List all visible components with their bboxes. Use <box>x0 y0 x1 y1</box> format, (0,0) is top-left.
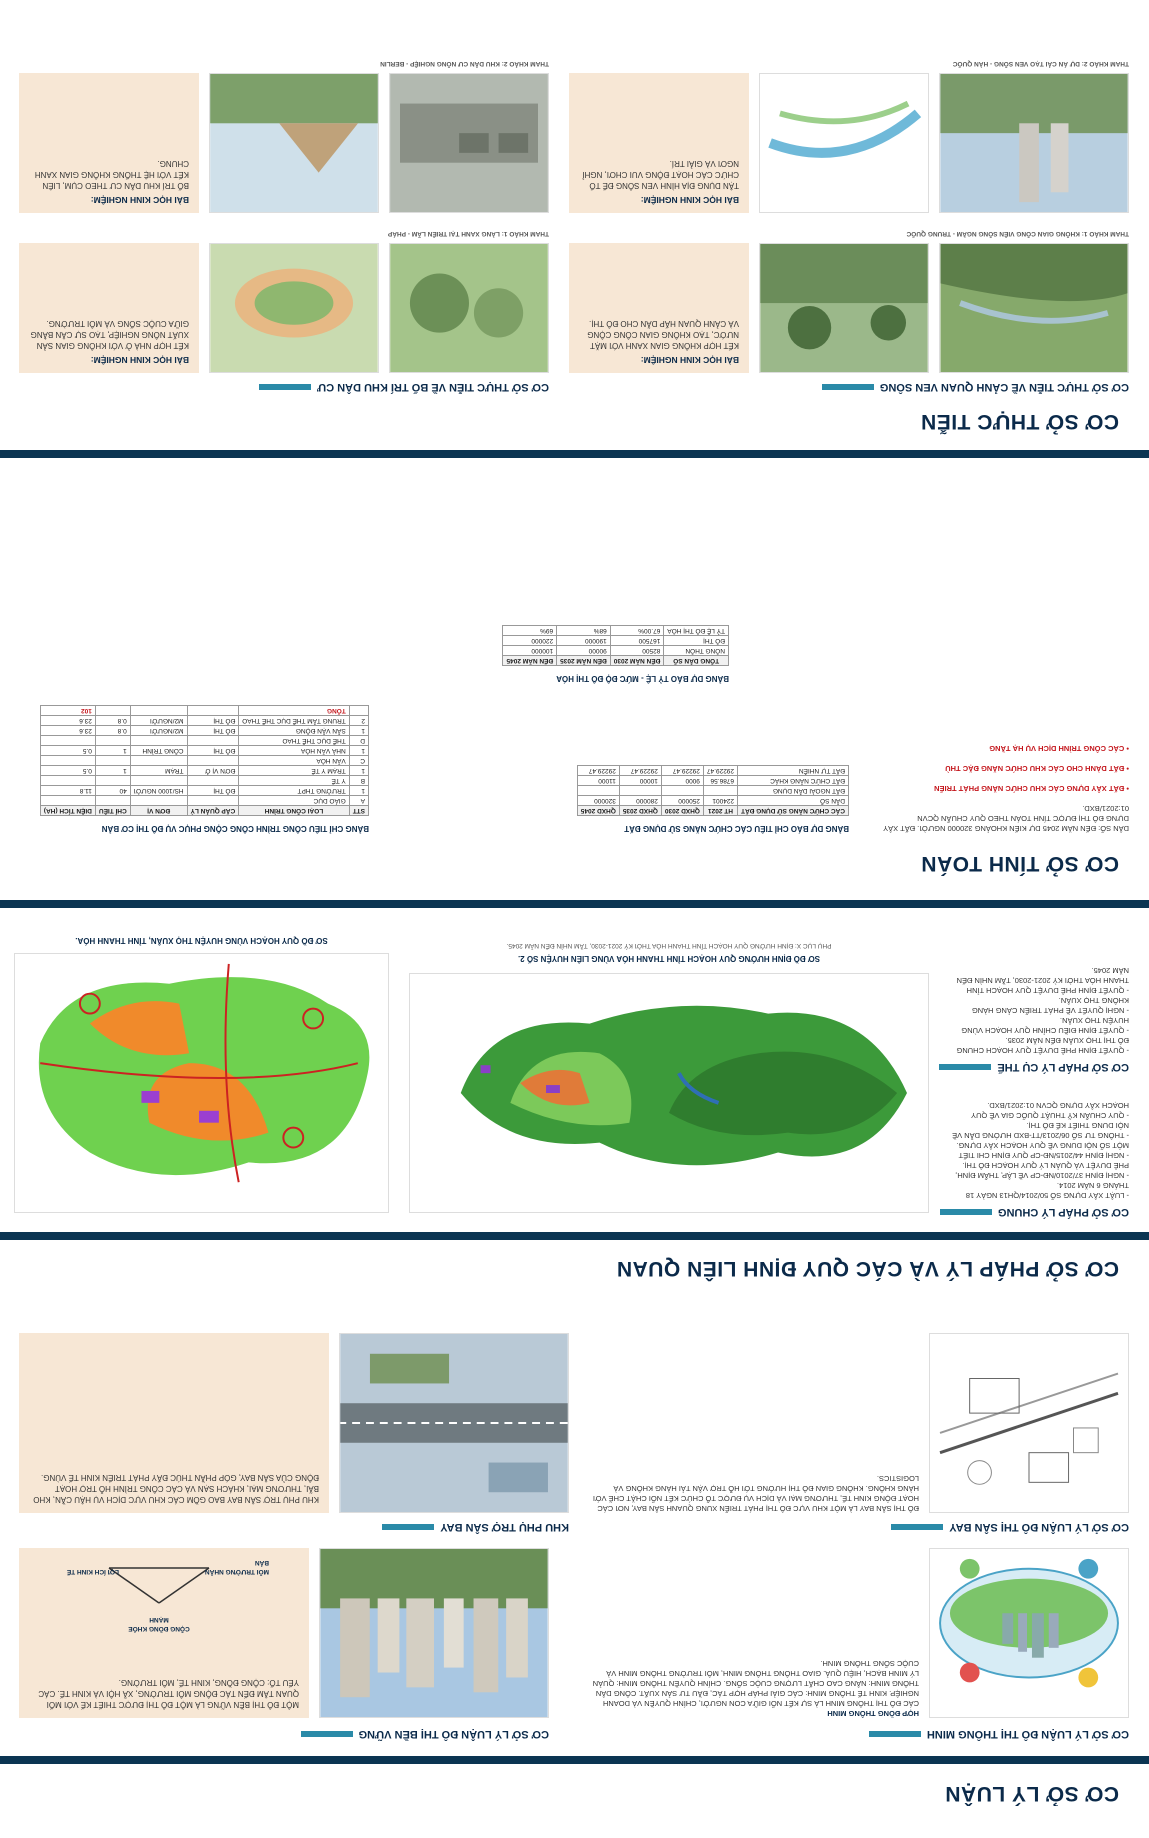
ref3-caption: THAM KHẢO 1: LÀNG XANH TẠI TRIỂN LÃM - PHÁP <box>387 230 549 237</box>
table-row: TỶ LỆ ĐÔ THỊ HÓA 67.00% 68% 69% <box>503 626 729 636</box>
section-rule <box>0 1232 1149 1240</box>
residential-photo-4 <box>209 73 379 213</box>
map1-title: SƠ ĐỒ ĐỊNH HƯỚNG QUY HOẠCH TỈNH THANH HÓA VÙNG LIÊN HUYỆN SỐ 2. <box>517 954 821 963</box>
section-title-tinh-toan <box>911 838 1129 888</box>
table-row: DÂN SỐ 224001 250000 280000 320000 <box>577 796 848 806</box>
table-row: ĐẤT CHỨC NĂNG KHÁC 6786.56 9000 10000 11000 <box>577 776 848 786</box>
river-lesson-box-1: BÀI HỌC KINH NGHIỆM: KẾT HỢP KHÔNG GIAN XANH VỚI MẶT NƯỚC, TẠO KHÔNG GIAN CÔNG CỘNG VÀ CẢNH QUAN HẤP DẪN CHO ĐÔ THỊ. <box>569 243 749 373</box>
section-rule <box>0 900 1149 908</box>
sub-title-phap-ly-chung: CƠ SỞ PHÁP LÝ CHUNG <box>940 1206 1129 1218</box>
table-row: NÔNG THÔN 82500 90000 100000 <box>503 646 729 656</box>
airport-aerial-photo <box>339 1333 569 1513</box>
section-title-ly-luan <box>935 1768 1129 1818</box>
smart-city-illustration <box>929 1548 1129 1718</box>
table-row: 1 TRƯỜNG THPT ĐÔ THỊ HS/1000 NGƯỜI 40 11.8 <box>40 786 368 796</box>
sustainable-city-photo <box>319 1548 549 1718</box>
riverside-park-photo-2 <box>759 243 929 373</box>
table2-title: BẢNG DỰ BÁO TỶ LỆ - MỨC ĐỘ ĐÔ THỊ HÓA <box>556 674 729 683</box>
residential-photo-1 <box>389 243 549 373</box>
sustainable-city-box: MỘT ĐÔ THỊ BỀN VỮNG LÀ MỘT ĐÔ THỊ ĐƯỢC THIẾT KẾ VỚI MỐI QUAN TÂM ĐẾN TÁC ĐỘNG MÔI TRƯỜNG, XÃ HỘI VÀ KINH TẾ. CÁC YẾU TỐ: CỘNG ĐỒNG, KINH TẾ, MÔI TRƯỜNG. <box>19 1548 309 1718</box>
sub-title-phap-ly-cu-the: CƠ SỞ PHÁP LÝ CỤ THỂ <box>939 1061 1129 1073</box>
table1-title: BẢNG DỰ BÁO CHỈ TIÊU CÁC CHỨC NĂNG SỬ DỤNG ĐẤT <box>624 824 849 833</box>
table-chuc-nang-su-dung-dat: CÁC CHỨC NĂNG SỬ DỤNG ĐẤT HT 2021 QHXD 2030 QHXD 2035 QHXD 2045 DÂN SỐ 224001 250000 280000 320000 ĐẤT NGOÀI DÂN DỤNG ĐẤT CHỨC NĂNG KHÁC 6786.56 9000 10000 11000 ĐẤT TỰ NHIÊN 29229.47 29229.47 29229.47 29229.47 <box>577 765 849 816</box>
airport-city-text: ĐÔ THỊ SÂN BAY LÀ MỘT KHU VỰC ĐÔ THỊ PHÁT TRIỂN XUNG QUANH SÂN BAY, NƠI CÁC HOẠT ĐỘNG KINH TẾ, THƯƠNG MẠI VÀ DỊCH VỤ ĐƯỢC TỔ CHỨC KẾT NỐI CHẶT CHẼ VỚI HÀNG KHÔNG. KHÔNG GIAN ĐÔ THỊ HƯỚNG TỚI HỖ TRỢ VẬN TẢI HÀNG KHÔNG VÀ LOGISTICS. <box>592 1474 919 1513</box>
table-total-row: TỔNG 102 <box>40 706 368 716</box>
diagram-label-kinh-te: LỢI ÍCH KINH TẾ <box>66 1568 119 1575</box>
residential-photo-3 <box>389 73 549 213</box>
section-title-text: CƠ SỞ TÍNH TOÁN <box>920 852 1119 875</box>
section-title-text: CƠ SỞ PHÁP LÝ VÀ CÁC QUY ĐỊNH LIÊN QUAN <box>616 1257 1119 1280</box>
section-title-text: CƠ SỞ LÝ LUẬN <box>944 1782 1119 1805</box>
table-row: 1 TRẠM Y TẾ ĐƠN VỊ Ở TRẠM 1 0.5 <box>40 766 368 776</box>
table-row: B Y TẾ <box>40 776 368 786</box>
table-do-thi-hoa: TỔNG DÂN SỐ ĐẾN NĂM 2030 ĐẾN NĂM 2035 ĐẾN NĂM 2045 NÔNG THÔN 82500 90000 100000 ĐÔ THỊ 167500 190000 220000 TỶ LỆ ĐÔ THỊ HÓA 67.00% 68% 69% <box>503 625 730 666</box>
tinh-toan-text: DÂN SỐ: ĐẾN NĂM 2045 DỰ KIẾN KHOẢNG 320000 NGƯỜI. ĐẤT XÂY DỰNG ĐÔ THỊ ĐƯỢC TÍNH TOÁN THEO QUY CHUẨN QCVN 01:2021/BXD. • ĐẤT XÂY DỰNG CÁC KHU CHỨC NĂNG PHÁT TRIỂN • ĐẤT DÀNH CHO CÁC KHU CHỨC NĂNG ĐẶC THÙ • CÁC CÔNG TRÌNH DỊCH VỤ HẠ TẦNG <box>883 744 1129 833</box>
table-row: 2 TRUNG TÂM THỂ DỤC THỂ THAO ĐÔ THỊ M2/NGƯỜI 0.8 23.6 <box>40 716 368 726</box>
map1-caption: PHỤ LỤC X: ĐỊNH HƯỚNG QUY HOẠCH TỈNH THANH HÓA THỜI KỲ 2021-2030, TẦM NHÌN ĐẾN NĂM 2045. <box>506 942 832 949</box>
table-row: A GIÁO DỤC <box>40 796 368 806</box>
section-title-text: CƠ SỞ THỰC TIỄN <box>920 410 1119 433</box>
phap-ly-cu-the-text: - QUYẾT ĐỊNH PHÊ DUYỆT QUY HOẠCH CHUNG ĐÔ THỊ THỌ XUÂN ĐẾN NĂM 2035. - QUYẾT ĐỊNH ĐIỀU CHỈNH QUY HOẠCH VÙNG HUYỆN THỌ XUÂN. - NGHỊ QUYẾT VỀ PHÁT TRIỂN CẢNG HÀNG KHÔNG THỌ XUÂN. - QUYẾT ĐỊNH PHÊ DUYỆT QUY HOẠCH TỈNH THANH HÓA THỜI KỲ 2021-2030, TẦM NHÌN ĐẾN NĂM 2045. <box>956 966 1129 1055</box>
smart-city-text: HỢP ĐỒNG THÔNG MINH CÁC ĐÔ THỊ THÔNG MINH LÀ SỰ KẾT NỐI GIỮA CON NGƯỜI, CHÍNH QUYỀN VÀ DOANH NGHIỆP. KINH TẾ THÔNG MINH: CÁC GIẢI PHÁP HỢP TÁC, ĐẦU TƯ SẢN XUẤT. CÔNG DÂN THÔNG MINH: NÂNG CAO CHẤT LƯỢNG CUỘC SỐNG. CHÍNH QUYỀN THÔNG MINH: QUẢN LÝ MINH BẠCH, HIỆU QUẢ. GIAO THÔNG THÔNG MINH, MÔI TRƯỜNG THÔNG MINH VÀ CUỘC SỐNG THÔNG MINH. <box>592 1659 919 1718</box>
map-vung-lien-huyen <box>409 973 929 1213</box>
riverside-masterplan <box>759 73 929 213</box>
table-cong-trinh-cong-cong: STT LOẠI CÔNG TRÌNH CẤP QUẢN LÝ ĐƠN VỊ CHỈ TIÊU DIỆN TÍCH (HA) A GIÁO DỤC 1 TRƯỜNG THPT ĐÔ THỊ HS/1000 NGƯỜI 40 11.8 B Y TẾ 1 TRẠM Y TẾ ĐƠN VỊ Ở TRẠM 1 0.5 C VĂN HÓA 1 NHÀ VĂN HÓA ĐÔ THỊ CÔNG TRÌNH 1 0.5 D THỂ DỤC THỂ THAO 1 SÂN VẬN ĐỘNG ĐÔ THỊ M2/NGƯỜI 0.8 23.6 2 TRUNG TÂM THỂ DỤC THỂ THAO ĐÔ THỊ M2/NGƯỜI 0.8 23.6 TỔNG 102 <box>40 705 369 816</box>
section-rule <box>0 450 1149 458</box>
sub-title-do-thi-ben-vung: CƠ SỞ LÝ LUẬN ĐÔ THỊ BỀN VỮNG <box>301 1728 549 1740</box>
section-title-phap-ly <box>606 1243 1129 1293</box>
residential-lesson-box-1: BÀI HỌC KINH NGHIỆM: KẾT HỢP NHÀ Ở VỚI KHÔNG GIAN SẢN XUẤT NÔNG NGHIỆP, TẠO SỰ CÂN BẰNG GIỮA CUỘC SỐNG VÀ MÔI TRƯỜNG. <box>19 243 199 373</box>
sub-title-bo-tri-khu-dan-cu: CƠ SỞ THỰC TIỄN VỀ BỐ TRÍ KHU DÂN CƯ <box>259 381 549 393</box>
section-rule <box>0 1756 1149 1764</box>
sub-title-do-thi-thong-minh: CƠ SỞ LÝ LUẬN ĐÔ THỊ THÔNG MINH <box>869 1728 1129 1740</box>
airport-support-box: KHU PHỤ TRỢ SÂN BAY BAO GỒM CÁC KHU VỰC DỊCH VỤ HẬU CẦN, KHO BÃI, THƯƠNG MẠI, KHÁCH SẠN VÀ CÁC CÔNG TRÌNH HỖ TRỢ HOẠT ĐỘNG CỦA SÂN BAY, GÓP PHẦN THÚC ĐẨY PHÁT TRIỂN KINH TẾ VÙNG. <box>19 1333 329 1513</box>
map-vung-huyen-tho-xuan <box>14 953 389 1213</box>
ref4-caption: THAM KHẢO 2: KHU DÂN CƯ NÔNG NGHIỆP - BERLIN <box>380 60 549 67</box>
map2-title: SƠ ĐỒ QUY HOẠCH VÙNG HUYỆN THỌ XUÂN, TỈNH THANH HÓA. <box>75 936 328 945</box>
table3-title: BẢNG CHỈ TIÊU CÔNG TRÌNH CÔNG CỘNG PHỤC VỤ ĐÔ THỊ CƠ BẢN <box>101 824 369 833</box>
riverside-park-photo-1 <box>939 243 1129 373</box>
phap-ly-chung-text: - LUẬT XÂY DỰNG SỐ 50/2014/QH13 NGÀY 18 THÁNG 6 NĂM 2014. - NGHỊ ĐỊNH 37/2010/NĐ-CP VỀ LẬP, THẨM ĐỊNH, PHÊ DUYỆT VÀ QUẢN LÝ QUY HOẠCH ĐÔ THỊ. - NGHỊ ĐỊNH 44/2015/NĐ-CP QUY ĐỊNH CHI TIẾT MỘT SỐ NỘI DUNG VỀ QUY HOẠCH XÂY DỰNG. - THÔNG TƯ SỐ 06/2013/TT-BXD HƯỚNG DẪN VỀ NỘI DUNG THIẾT KẾ ĐÔ THỊ. - QUY CHUẨN KỸ THUẬT QUỐC GIA VỀ QUY HOẠCH XÂY DỰNG QCVN 01:2021/BXD. <box>952 1101 1129 1200</box>
table-row: C VĂN HÓA <box>40 756 368 766</box>
ref2-caption: THAM KHẢO 2: DỰ ÁN CẢI TẠO VEN SÔNG - HÀN QUỐC <box>952 60 1129 67</box>
table-row: D THỂ DỤC THỂ THAO <box>40 736 368 746</box>
table-row: ĐẤT TỰ NHIÊN 29229.47 29229.47 29229.47 29229.47 <box>577 766 848 776</box>
residential-photo-2 <box>209 243 379 373</box>
sub-title-khu-phu-tro: KHU PHỤ TRỢ SÂN BAY <box>382 1521 569 1533</box>
section-title-thuc-tien <box>911 396 1129 446</box>
ref1-caption: THAM KHẢO 1: KHÔNG GIAN CÔNG VIÊN SÔNG NGẦM - TRUNG QUỐC <box>906 230 1129 237</box>
river-lesson-box-2: BÀI HỌC KINH NGHIỆM: TẬN DỤNG ĐỊA HÌNH VEN SÔNG ĐỂ TỔ CHỨC CÁC HOẠT ĐỘNG VUI CHƠI, NGHỈ NGƠI VÀ GIẢI TRÍ. <box>569 73 749 213</box>
sub-title-canh-quan-ven-song: CƠ SỞ THỰC TIỄN VỀ CẢNH QUAN VEN SÔNG <box>822 381 1129 393</box>
diagram-label-moi-truong: MÔI TRƯỜNG NHÂN BẢN <box>204 1559 269 1575</box>
table-row: ĐÔ THỊ 167500 190000 220000 <box>503 636 729 646</box>
sub-title-do-thi-san-bay: CƠ SỞ LÝ LUẬN ĐÔ THỊ SÂN BAY <box>891 1521 1129 1533</box>
table-row: 1 NHÀ VĂN HÓA ĐÔ THỊ CÔNG TRÌNH 1 0.5 <box>40 746 368 756</box>
riverside-photo-3 <box>939 73 1129 213</box>
airport-city-sketch <box>929 1333 1129 1513</box>
table-row: ĐẤT NGOÀI DÂN DỤNG <box>577 786 848 796</box>
diagram-label-cong-dong: CỘNG ĐỒNG KHỎE MẠNH <box>128 1616 190 1632</box>
residential-lesson-box-2: BÀI HỌC KINH NGHIỆM: BỐ TRÍ KHU DÂN CƯ THEO CỤM, LIÊN KẾT VỚI HỆ THỐNG KHÔNG GIAN XANH CHUNG. <box>19 73 199 213</box>
table-row: 1 SÂN VẬN ĐỘNG ĐÔ THỊ M2/NGƯỜI 0.8 23.6 <box>40 726 368 736</box>
